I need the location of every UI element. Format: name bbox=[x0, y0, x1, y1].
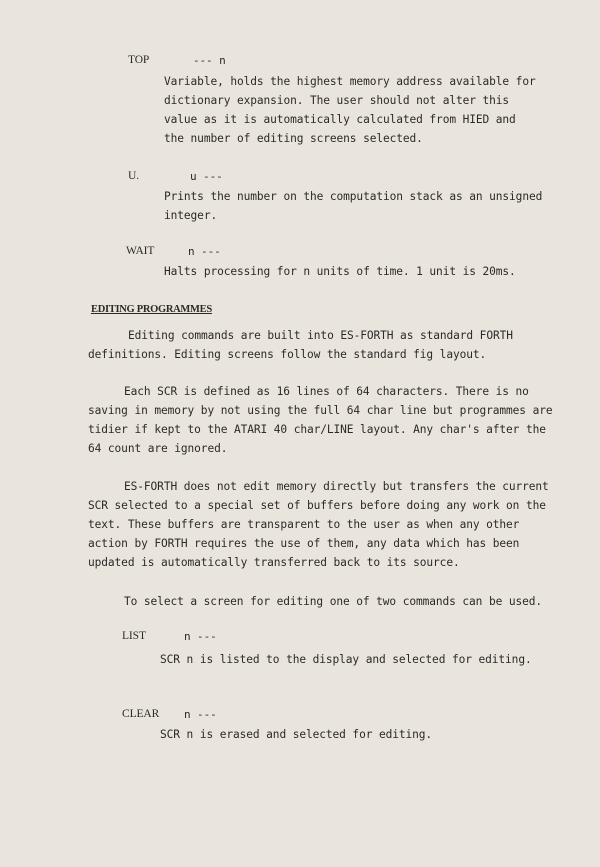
entry-word-wait: WAIT bbox=[126, 245, 155, 257]
paragraph-line: SCR selected to a special set of buffers before doing any work on the bbox=[88, 499, 546, 512]
command-stack-list: n --- bbox=[184, 630, 217, 643]
paragraph-line: updated is automatically transferred back to its source. bbox=[88, 556, 460, 569]
paragraph-line: definitions. Editing screens follow the standard fig layout. bbox=[88, 348, 487, 361]
entry-desc-line: dictionary expansion. The user should not alter this bbox=[164, 94, 510, 107]
entry-stack-top: --- n bbox=[193, 54, 226, 67]
section-heading: EDITING PROGRAMMES bbox=[91, 304, 212, 315]
paragraph-line: 64 count are ignored. bbox=[88, 442, 228, 455]
entry-desc-line: Variable, holds the highest memory address available for bbox=[164, 75, 536, 88]
entry-desc-line: Prints the number on the computation stack as an unsigned bbox=[164, 190, 543, 203]
entry-desc-line: the number of editing screens selected. bbox=[164, 132, 423, 145]
entry-stack-wait: n --- bbox=[188, 245, 221, 258]
command-desc-list: SCR n is listed to the display and selected for editing. bbox=[160, 653, 532, 666]
entry-desc-line: value as it is automatically calculated from HIED and bbox=[164, 113, 516, 126]
paragraph-line: Each SCR is defined as 16 lines of 64 characters. There is no bbox=[124, 385, 529, 398]
entry-word-top: TOP bbox=[128, 54, 150, 66]
entry-desc-line: Halts processing for n units of time. 1 unit is 20ms. bbox=[164, 265, 516, 278]
command-word-list: LIST bbox=[122, 630, 146, 642]
entry-word-u-dot: U. bbox=[128, 170, 139, 182]
paragraph-line: tidier if kept to the ATARI 40 char/LINE layout. Any char's after the bbox=[88, 423, 546, 436]
entry-stack-u-dot: u --- bbox=[190, 170, 223, 183]
command-word-clear: CLEAR bbox=[122, 708, 160, 720]
command-stack-clear: n --- bbox=[184, 708, 217, 721]
paragraph-line: To select a screen for editing one of two commands can be used. bbox=[124, 595, 543, 608]
entry-desc-line: integer. bbox=[164, 209, 218, 222]
paragraph-line: ES-FORTH does not edit memory directly but transfers the current bbox=[124, 480, 549, 493]
paragraph-line: text. These buffers are transparent to the user as when any other bbox=[88, 518, 520, 531]
paragraph-line: saving in memory by not using the full 64 char line but programmes are bbox=[88, 404, 553, 417]
paragraph-line: action by FORTH requires the use of them, any data which has been bbox=[88, 537, 520, 550]
command-desc-clear: SCR n is erased and selected for editing. bbox=[160, 728, 433, 741]
paragraph-line: Editing commands are built into ES-FORTH as standard FORTH bbox=[128, 329, 513, 342]
